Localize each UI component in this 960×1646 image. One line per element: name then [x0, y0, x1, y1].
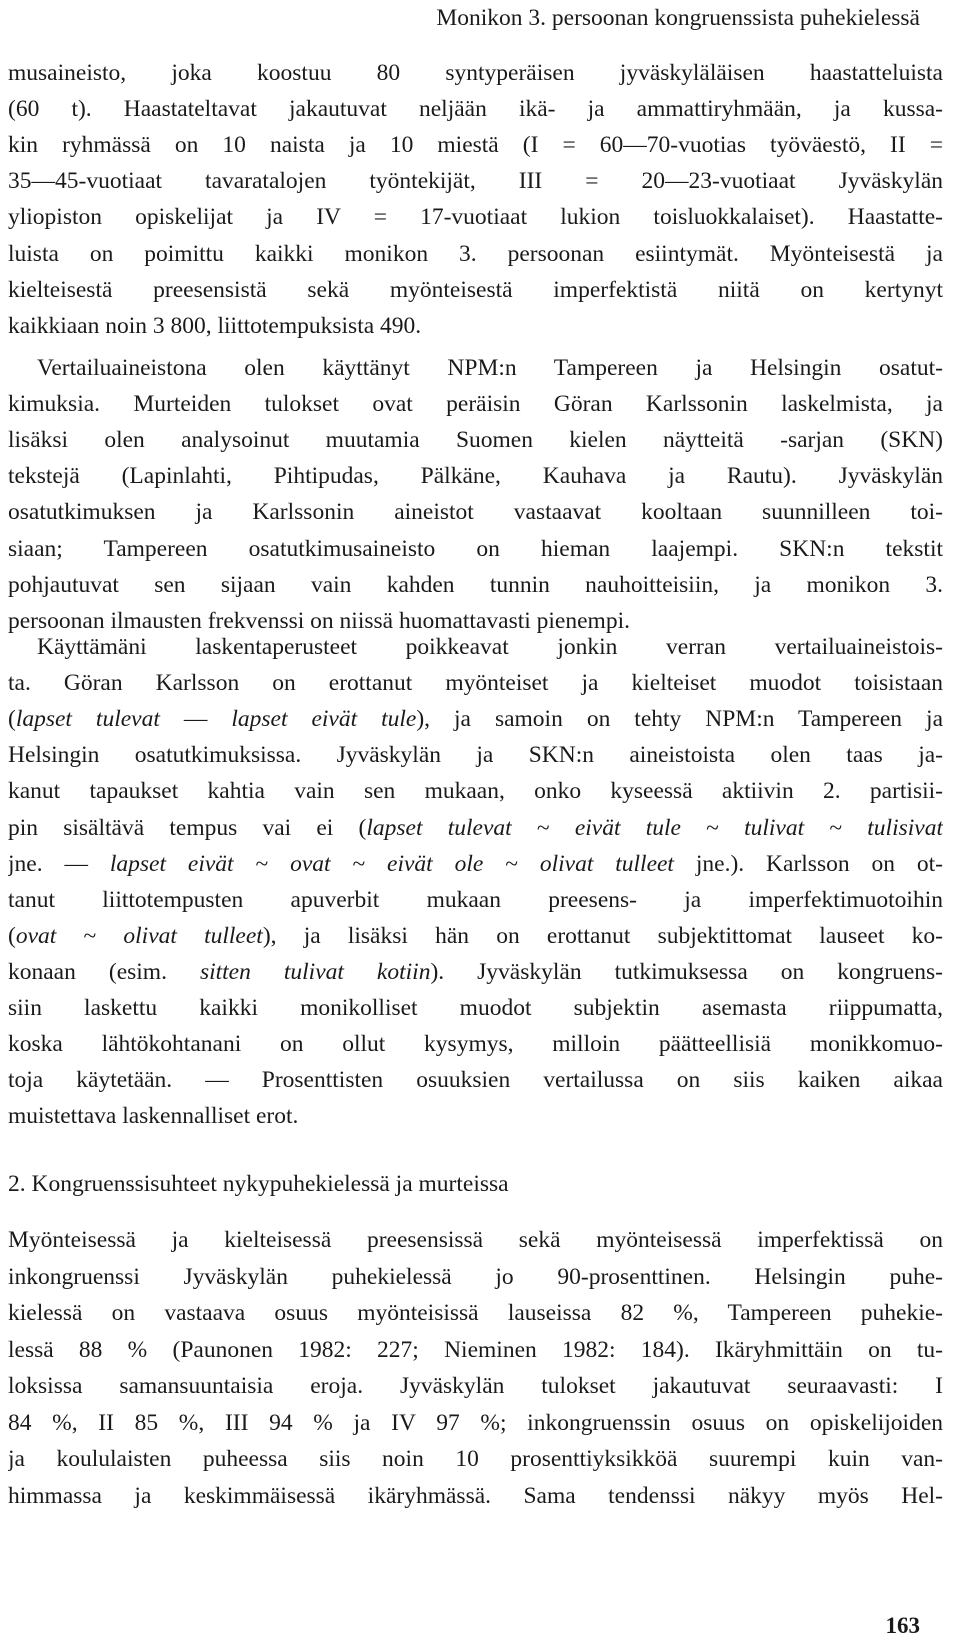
text-line: kielteisestä preesensistä sekä myönteisestä imperfektistä niitä on kertynyt — [8, 276, 943, 303]
example-phrase: lapset tulevat — [15, 706, 160, 733]
text-line: luista on poimittu kaikki monikon 3. persoonan esiintymät. Myönteisestä ja — [8, 240, 943, 267]
text-line: Käyttämäni laskentaperusteet poikkeavat jonkin verran vertailuaineistois- — [37, 634, 943, 660]
text-line: kanut tapaukset kahtia vain sen mukaan, onko kyseessä aktiivin 2. partisii- — [8, 778, 943, 805]
running-header: Monikon 3. persoonan kongruenssista puhekielessä — [436, 5, 920, 31]
example-phrase: olivat tulleet — [539, 850, 674, 877]
text-line: pohjautuvat sen sijaan vain kahden tunnin nauhoitteisiin, ja monikon 3. — [8, 571, 943, 598]
text-line: kimuksia. Murteiden tulokset ovat peräisin Göran Karlssonin laskelmista, ja — [8, 391, 943, 418]
text-line: (60 t). Haastateltavat jakautuvat neljään ikä- ja ammattiryhmään, ja kussa- — [8, 96, 943, 123]
example-phrase: ovat — [290, 850, 331, 877]
text-line: jne. — lapset eivät ~ ovat ~ eivät ole ~ olivat tulleet jne.). Karlsson on ot- — [8, 850, 943, 877]
text-line: (lapset tulevat — lapset eivät tule), ja samoin on tehty NPM:n Tampereen ja — [8, 706, 943, 733]
example-phrase: sitten tulivat kotiin — [199, 958, 431, 985]
text-line: kielessä on vastaava osuus myönteisissä lauseissa 82 %, Tampereen puhekie- — [8, 1300, 943, 1326]
text-line: ja koululaisten puheessa siis noin 10 prosenttiyksikköä suurempi kuin van- — [8, 1446, 943, 1472]
text-line: ta. Göran Karlsson on erottanut myönteiset ja kielteiset muodot toisistaan — [8, 670, 943, 697]
text-line: Myönteisessä ja kielteisessä preesensissä sekä myönteisessä imperfektissä on — [8, 1227, 943, 1253]
text-line: tekstejä (Lapinlahti, Pihtipudas, Pälkäne, Kauhava ja Rautu). Jyväskylän — [8, 463, 943, 490]
example-phrase: ovat — [15, 922, 57, 949]
text-line: persoonan ilmausten frekvenssi on niissä huomattavasti pienempi. — [8, 607, 630, 634]
text-line: yliopiston opiskelijat ja IV = 17-vuotiaat lukion toisluokkalaiset). Haastatte- — [8, 204, 943, 231]
text-line: pin sisältävä tempus vai ei (lapset tulevat ~ eivät tule ~ tulivat ~ tulisivat — [8, 814, 943, 841]
example-phrase: eivät tule — [574, 814, 681, 841]
example-phrase: eivät ole — [387, 850, 484, 877]
text-line: muistettava laskennalliset erot. — [8, 1103, 299, 1130]
text-line: 35—45-vuotiaat tavaratalojen työntekijät, III = 20—23-vuotiaat Jyväskylän — [8, 168, 943, 195]
text-line: osatutkimuksen ja Karlssonin aineistot vastaavat kooltaan suunnilleen toi- — [8, 499, 943, 526]
section-heading: 2. Kongruenssisuhteet nykypuhekielessä ja murteissa — [8, 1171, 509, 1197]
text-line: lessä 88 % (Paunonen 1982: 227; Nieminen 1982: 184). Ikäryhmittäin on tu- — [8, 1336, 943, 1363]
text-line: kin ryhmässä on 10 naista ja 10 miestä (I = 60—70-vuotias työväestö, II = — [8, 132, 943, 159]
example-phrase: tulivat — [744, 814, 805, 841]
text-line: (ovat ~ olivat tulleet), ja lisäksi hän on erottanut subjektittomat lauseet ko- — [8, 922, 943, 949]
text-line: inkongruenssi Jyväskylän puhekielessä jo 90-prosenttinen. Helsingin puhe- — [8, 1263, 943, 1290]
text-line: musaineisto, joka koostuu 80 syntyperäisen jyväskyläläisen haastatteluista — [8, 60, 943, 86]
text-line: lisäksi olen analysoinut muutamia Suomen kielen näytteitä -sarjan (SKN) — [8, 427, 943, 454]
text-line: Helsingin osatutkimuksissa. Jyväskylän ja SKN:n aineistoista olen taas ja- — [8, 742, 943, 769]
text-line: Vertailuaineistona olen käyttänyt NPM:n Tampereen ja Helsingin osatut- — [37, 355, 943, 381]
text-line: kaikkiaan noin 3 800, liittotempuksista 490. — [8, 312, 422, 339]
text-line: loksissa samansuuntaisia eroja. Jyväskylän tulokset jakautuvat seuraavasti: I — [8, 1373, 943, 1399]
example-phrase: lapset tulevat — [366, 814, 512, 841]
text-line: 84 %, II 85 %, III 94 % ja IV 97 %; inkongruenssin osuus on opiskelijoiden — [8, 1409, 943, 1436]
text-line: himmassa ja keskimmäisessä ikäryhmässä. Sama tendenssi näkyy myös Hel- — [8, 1482, 943, 1509]
text-line: konaan (esim. sitten tulivat kotiin). Jyväskylän tutkimuksessa on kongruens- — [8, 958, 943, 985]
example-phrase: tulisivat — [867, 814, 943, 841]
example-phrase: lapset eivät tule — [231, 706, 417, 733]
text-line: tanut liittotempusten apuverbit mukaan preesens- ja imperfektimuotoihin — [8, 886, 943, 913]
text-line: toja käytetään. — Prosenttisten osuuksien vertailussa on siis kaiken aikaa — [8, 1067, 943, 1094]
text-line: siaan; Tampereen osatutkimusaineisto on hieman laajempi. SKN:n tekstit — [8, 535, 943, 562]
example-phrase: lapset eivät — [109, 850, 234, 877]
page-number: 163 — [885, 1613, 920, 1638]
text-line: koska lähtökohtanani on ollut kysymys, milloin päätteellisiä monikkomuo- — [8, 1031, 943, 1058]
example-phrase: olivat tulleet — [123, 922, 263, 949]
text-line: siin laskettu kaikki monikolliset muodot subjektin asemasta riippumatta, — [8, 995, 943, 1021]
